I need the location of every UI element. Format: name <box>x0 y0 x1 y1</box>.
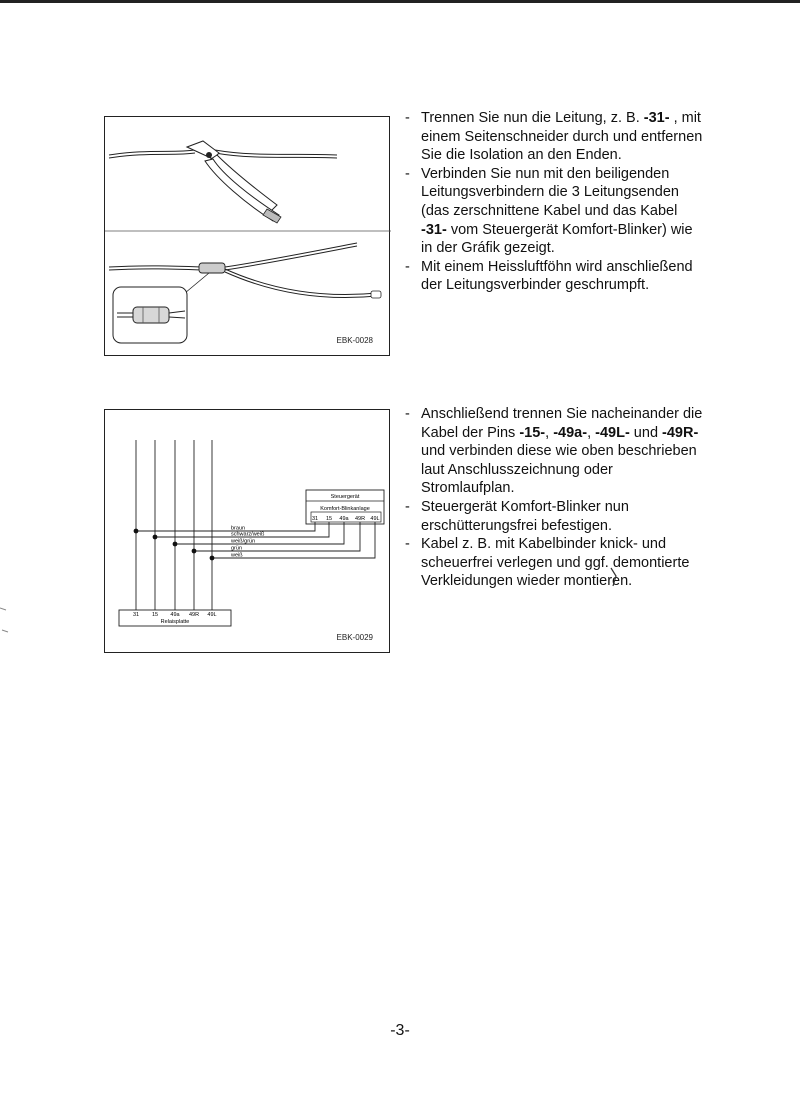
instruction-run: , <box>545 424 554 441</box>
instructions-wiring <box>403 405 703 591</box>
controller-pin-label: 49L <box>370 516 380 522</box>
scan-top-edge <box>0 0 800 3</box>
controller-subtitle: Komfort-Blinkanlage <box>320 506 370 512</box>
instruction-run: , mit einem Seitenschneider durch und entfernen Sie die Isolation an den Enden. <box>421 110 703 164</box>
branch-cable-lower <box>225 269 377 295</box>
figure-wiring-diagram <box>104 409 390 653</box>
scan-pen-mark <box>608 566 622 590</box>
wire-color-label: weiß/grün <box>231 538 256 545</box>
instruction-run: und verbinden diese wie oben beschrieben laut Anschlusszeichnung oder Stromlaufplan. <box>421 443 697 497</box>
instruction-run: Verbinden Sie nun mit den beiligenden Leitungsverbindern die 3 Leitungsenden (das zerschnittene Kabel und das Kabel <box>421 165 679 219</box>
joined-cable-left <box>109 266 201 267</box>
instruction-item <box>403 498 703 535</box>
wire-color-labels <box>230 526 265 559</box>
relay-pin-label: 31 <box>132 612 140 618</box>
wire-color-label: schwarz/weiß <box>231 531 265 538</box>
instruction-bold-run: -31- <box>421 221 447 238</box>
instruction-item <box>403 258 703 295</box>
page-number: -3- <box>390 1022 410 1039</box>
cable-right-end <box>215 150 337 155</box>
wire-lines <box>136 522 375 558</box>
instruction-run: Kabel z. B. mit Kabelbinder knick- und scheuerfrei verlegen und ggf. demontierte Verkleidungen wieder montieren. <box>421 536 690 590</box>
instruction-bold-run: -15- <box>519 424 546 441</box>
controller-pin-label: 49R <box>354 516 366 522</box>
side-cutter-icon <box>187 141 281 223</box>
scan-edge-mark <box>0 600 14 640</box>
branch-cable-upper <box>225 243 357 267</box>
instruction-run: Steuergerät Komfort-Blinker nun erschütterungsfrei befestigen. <box>421 498 629 534</box>
instruction-bold-run: -49L- <box>595 424 630 441</box>
wire-color-label: grün <box>231 545 243 552</box>
instruction-run: , <box>587 424 596 441</box>
controller-pin-label: 31 <box>311 516 319 522</box>
wiring-diagram <box>105 410 391 654</box>
instructions-cutting <box>403 109 703 295</box>
figure-code: EBK-0028 <box>336 336 373 345</box>
instruction-bold-run: -49R- <box>662 424 699 441</box>
relay-pin-label: 49R <box>188 612 200 618</box>
cable-terminal-icon <box>371 291 381 298</box>
wire-color-label: braun <box>231 525 246 532</box>
wire-color-label: weiß <box>231 552 243 559</box>
instruction-item <box>403 405 703 498</box>
wire-junction-dots <box>134 529 215 561</box>
controller-title: Steuergerät <box>330 494 360 500</box>
relay-pin-label: 49L <box>207 612 217 618</box>
instruction-bold-run: -31- <box>643 110 670 126</box>
instruction-run: und <box>629 424 663 441</box>
relay-bus-lines <box>136 440 212 610</box>
relay-board-label: Relaisplatte <box>160 619 190 625</box>
figure-cable-cutting <box>104 116 390 356</box>
instruction-run: Mit einem Heissluftföhn wird anschließend der Leitungsverbinder geschrumpft. <box>421 258 693 294</box>
instruction-run: vom Steuergerät Komfort-Blinker) wie in der Gráfik gezeigt. <box>421 221 693 257</box>
instruction-item <box>403 109 703 165</box>
connector-detail-inset <box>113 287 187 343</box>
controller-pin-label: 15 <box>325 516 333 522</box>
instruction-item <box>403 165 703 258</box>
butt-connector-icon <box>199 263 225 273</box>
instruction-run: Anschließend trennen Sie nacheinander die Kabel der Pins <box>421 406 703 441</box>
relay-pin-label: 15 <box>151 612 159 618</box>
figure-code: EBK-0029 <box>336 633 373 642</box>
instruction-run: Trennen Sie nun die Leitung, z. B. <box>421 110 644 126</box>
cable-cutting-illustration <box>105 117 391 357</box>
instruction-bold-run: -49a- <box>553 424 588 441</box>
instruction-item <box>403 535 703 591</box>
relay-pin-label: 49a <box>170 612 180 618</box>
controller-pin-label: 49a <box>339 516 349 522</box>
